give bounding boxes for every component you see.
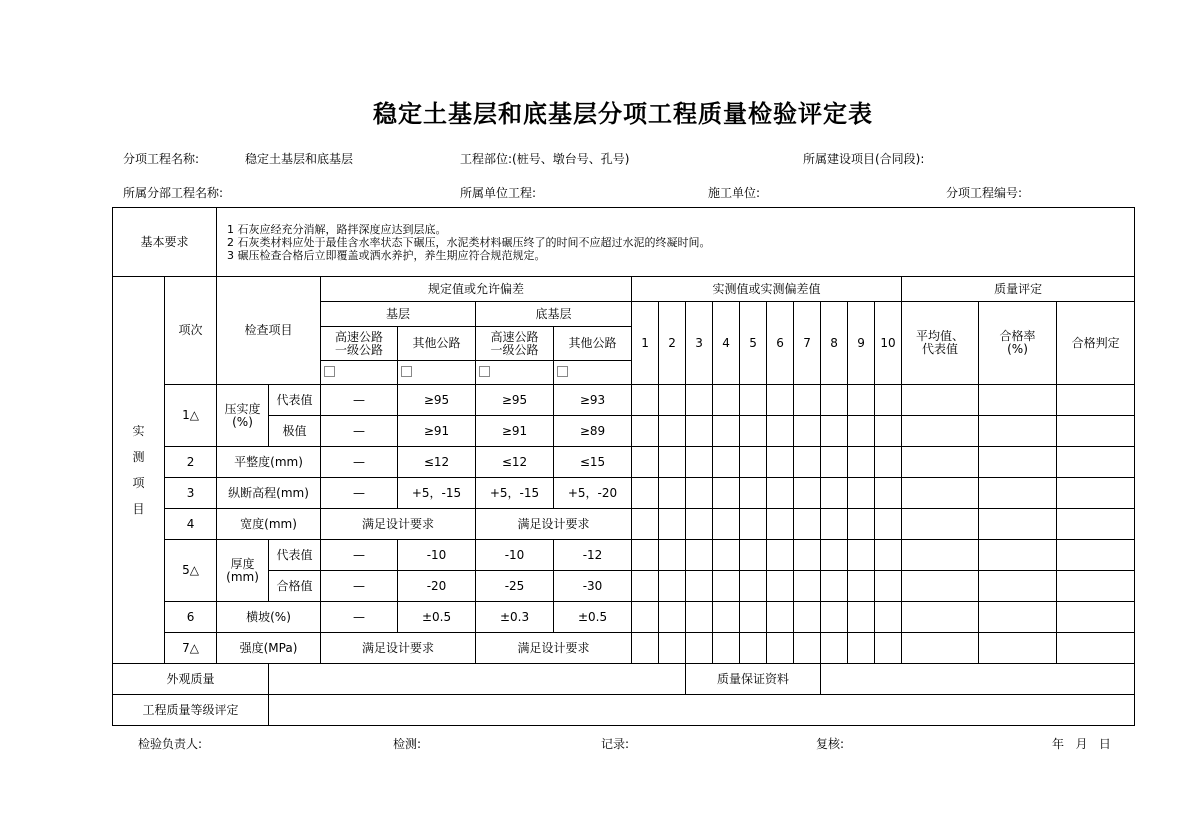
spec-value: -12	[554, 540, 632, 571]
measure-cell[interactable]	[740, 602, 767, 633]
judge-cell[interactable]	[1057, 416, 1135, 447]
measure-cell[interactable]	[713, 540, 740, 571]
measure-cell[interactable]	[686, 416, 713, 447]
measure-cell[interactable]	[632, 571, 659, 602]
grade-label: 工程质量等级评定	[113, 695, 269, 726]
measure-col-3: 3	[686, 302, 713, 385]
measure-cell[interactable]	[821, 385, 848, 416]
spec-value: —	[321, 540, 398, 571]
requirement-line: 2 石灰类材料应处于最佳含水率状态下碾压，水泥类材料碾压终了的时间不应超过水泥的终凝时间。	[227, 236, 711, 249]
spec-value: 满足设计要求	[321, 509, 476, 540]
requirement-line: 3 碾压检查合格后立即覆盖或洒水养护，养生期应符合规范规定。	[227, 249, 546, 262]
spec-value: ≥93	[554, 385, 632, 416]
measure-cell[interactable]	[767, 571, 794, 602]
rate-cell[interactable]	[979, 478, 1057, 509]
assurance-label: 质量保证资料	[686, 664, 821, 695]
measure-cell[interactable]	[794, 385, 821, 416]
measure-cell[interactable]	[875, 478, 902, 509]
rate-cell[interactable]	[979, 571, 1057, 602]
measure-cell[interactable]	[659, 416, 686, 447]
judge-header: 合格判定	[1057, 302, 1135, 385]
table-row	[113, 447, 1135, 478]
measure-cell[interactable]	[713, 633, 740, 664]
subbase-highway-checkbox[interactable]	[479, 366, 490, 377]
item-no-header: 项次	[165, 277, 217, 385]
measure-cell[interactable]	[848, 633, 875, 664]
rate-cell[interactable]	[979, 602, 1057, 633]
measure-cell[interactable]	[659, 540, 686, 571]
judge-cell[interactable]	[1057, 571, 1135, 602]
table-row	[113, 602, 1135, 633]
rate-cell[interactable]	[979, 509, 1057, 540]
measured-items-section-label: 实 测 项 目	[113, 277, 165, 664]
sub-item: 合格值	[269, 571, 321, 602]
measure-cell[interactable]	[794, 509, 821, 540]
spec-value: —	[321, 416, 398, 447]
measure-cell[interactable]	[659, 602, 686, 633]
judge-cell[interactable]	[1057, 633, 1135, 664]
measure-col-2: 2	[659, 302, 686, 385]
location-label: 工程部位:(桩号、墩台号、孔号)	[460, 152, 630, 166]
appearance-label: 外观质量	[113, 664, 269, 695]
sub-item: 代表值	[269, 540, 321, 571]
spec-value: ≤15	[554, 447, 632, 478]
measure-col-4: 4	[713, 302, 740, 385]
spec-value: ≥91	[476, 416, 554, 447]
table-row	[113, 478, 1135, 509]
spec-value: ±0.3	[476, 602, 554, 633]
spec-value: -20	[398, 571, 476, 602]
inspector-label: 检验负责人:	[138, 737, 203, 751]
base-other-checkbox-cell	[398, 361, 476, 385]
division-label: 所属分部工程名称:	[123, 186, 224, 200]
quality-group-header: 质量评定	[902, 277, 1135, 302]
base-header: 基层	[321, 302, 476, 327]
base-highway-header: 高速公路 一级公路	[321, 327, 398, 361]
measure-cell[interactable]	[848, 509, 875, 540]
judge-cell[interactable]	[1057, 385, 1135, 416]
measure-cell[interactable]	[659, 385, 686, 416]
avg-cell[interactable]	[902, 540, 979, 571]
measure-cell[interactable]	[767, 447, 794, 478]
measure-col-8: 8	[821, 302, 848, 385]
measure-cell[interactable]	[686, 385, 713, 416]
item-name: 厚度 (mm)	[217, 540, 269, 602]
measure-cell[interactable]	[713, 509, 740, 540]
spec-value: 满足设计要求	[476, 509, 632, 540]
measure-cell[interactable]	[740, 478, 767, 509]
measure-cell[interactable]	[740, 540, 767, 571]
item-name: 横坡(%)	[217, 602, 321, 633]
spec-value: +5，-20	[554, 478, 632, 509]
rate-cell[interactable]	[979, 540, 1057, 571]
spec-value: ≥95	[398, 385, 476, 416]
measure-cell[interactable]	[848, 478, 875, 509]
spec-value: ≥91	[398, 416, 476, 447]
measure-cell[interactable]	[875, 633, 902, 664]
measure-cell[interactable]	[740, 571, 767, 602]
item-name: 宽度(mm)	[217, 509, 321, 540]
measure-cell[interactable]	[686, 571, 713, 602]
avg-cell[interactable]	[902, 447, 979, 478]
measure-cell[interactable]	[740, 385, 767, 416]
avg-cell[interactable]	[902, 602, 979, 633]
requirement-line: 1 石灰应经充分消解，路拌深度应达到层底。	[227, 223, 447, 236]
spec-value: ±0.5	[398, 602, 476, 633]
measure-cell[interactable]	[686, 602, 713, 633]
subproject-name-value[interactable]: 稳定土基层和底基层	[245, 152, 354, 166]
spec-value: 满足设计要求	[476, 633, 632, 664]
measure-cell[interactable]	[848, 447, 875, 478]
assurance-value[interactable]	[821, 664, 1135, 695]
measure-cell[interactable]	[713, 478, 740, 509]
spec-value: —	[321, 478, 398, 509]
check-item-header: 检查项目	[217, 277, 321, 385]
table-row	[113, 633, 1135, 664]
item-name: 压实度 (%)	[217, 385, 269, 447]
spec-value: -25	[476, 571, 554, 602]
measure-cell[interactable]	[767, 509, 794, 540]
avg-cell[interactable]	[902, 633, 979, 664]
measure-cell[interactable]	[632, 385, 659, 416]
judge-cell[interactable]	[1057, 509, 1135, 540]
measure-cell[interactable]	[848, 416, 875, 447]
measure-col-1: 1	[632, 302, 659, 385]
avg-cell[interactable]	[902, 385, 979, 416]
appearance-value[interactable]	[269, 664, 686, 695]
measure-cell[interactable]	[821, 416, 848, 447]
subbase-highway-header: 高速公路 一级公路	[476, 327, 554, 361]
measure-cell[interactable]	[848, 602, 875, 633]
item-no: 6	[165, 602, 217, 633]
measure-cell[interactable]	[632, 602, 659, 633]
spec-value: +5，-15	[476, 478, 554, 509]
spec-value: 满足设计要求	[321, 633, 476, 664]
test-label: 检测:	[393, 737, 422, 751]
measure-cell[interactable]	[875, 571, 902, 602]
spec-value: ±0.5	[554, 602, 632, 633]
rate-cell[interactable]	[979, 416, 1057, 447]
judge-cell[interactable]	[1057, 478, 1135, 509]
measure-cell[interactable]	[794, 478, 821, 509]
measure-cell[interactable]	[632, 540, 659, 571]
requirements-content	[217, 208, 1135, 277]
spec-value: -10	[476, 540, 554, 571]
base-highway-checkbox-cell	[321, 361, 398, 385]
measure-cell[interactable]	[767, 416, 794, 447]
table-row	[113, 664, 1135, 695]
measure-cell[interactable]	[794, 416, 821, 447]
measure-cell[interactable]	[659, 509, 686, 540]
measure-cell[interactable]	[848, 540, 875, 571]
measure-cell[interactable]	[821, 509, 848, 540]
date-label: 年 月 日	[1052, 737, 1111, 751]
table-row	[113, 540, 1135, 571]
inspection-table	[112, 207, 1135, 726]
spec-value: —	[321, 385, 398, 416]
measure-cell[interactable]	[875, 540, 902, 571]
measure-cell[interactable]	[659, 571, 686, 602]
measure-cell[interactable]	[875, 447, 902, 478]
measured-group-header: 实测值或实测偏差值	[632, 277, 902, 302]
measure-cell[interactable]	[875, 509, 902, 540]
item-no: 7△	[165, 633, 217, 664]
subproject-name-label: 分项工程名称:	[123, 152, 200, 166]
rate-cell[interactable]	[979, 447, 1057, 478]
measure-cell[interactable]	[821, 540, 848, 571]
item-no: 5△	[165, 540, 217, 602]
sub-item: 代表值	[269, 385, 321, 416]
measure-cell[interactable]	[686, 478, 713, 509]
measure-cell[interactable]	[821, 602, 848, 633]
table-row	[113, 385, 1135, 416]
measure-cell[interactable]	[875, 602, 902, 633]
item-no: 3	[165, 478, 217, 509]
spec-value: ≥95	[476, 385, 554, 416]
unit-project-label: 所属单位工程:	[460, 186, 537, 200]
measure-cell[interactable]	[821, 633, 848, 664]
spec-value: -30	[554, 571, 632, 602]
measure-cell[interactable]	[713, 385, 740, 416]
item-name: 纵断高程(mm)	[217, 478, 321, 509]
measure-cell[interactable]	[821, 478, 848, 509]
measure-cell[interactable]	[659, 633, 686, 664]
item-no: 4	[165, 509, 217, 540]
measure-col-9: 9	[848, 302, 875, 385]
measure-cell[interactable]	[794, 540, 821, 571]
table-row	[113, 695, 1135, 726]
measure-cell[interactable]	[659, 447, 686, 478]
spec-value: —	[321, 602, 398, 633]
spec-value: +5，-15	[398, 478, 476, 509]
measure-cell[interactable]	[632, 509, 659, 540]
spec-value: -10	[398, 540, 476, 571]
spec-value: ≥89	[554, 416, 632, 447]
measure-cell[interactable]	[767, 602, 794, 633]
measure-cell[interactable]	[632, 447, 659, 478]
measure-col-10: 10	[875, 302, 902, 385]
subbase-other-checkbox-cell	[554, 361, 632, 385]
measure-cell[interactable]	[821, 571, 848, 602]
base-other-header: 其他公路	[398, 327, 476, 361]
measure-cell[interactable]	[848, 385, 875, 416]
judge-cell[interactable]	[1057, 540, 1135, 571]
measure-cell[interactable]	[740, 509, 767, 540]
measure-cell[interactable]	[767, 540, 794, 571]
measure-cell[interactable]	[740, 416, 767, 447]
pass-rate-header: 合格率 (%)	[979, 302, 1057, 385]
item-no: 2	[165, 447, 217, 478]
construction-project-label: 所属建设项目(合同段):	[803, 152, 925, 166]
record-label: 记录:	[601, 737, 630, 751]
measure-cell[interactable]	[632, 478, 659, 509]
spec-value: ≤12	[476, 447, 554, 478]
measure-col-7: 7	[794, 302, 821, 385]
measure-cell[interactable]	[794, 633, 821, 664]
subbase-header: 底基层	[476, 302, 632, 327]
item-name: 强度(MPa)	[217, 633, 321, 664]
requirements-label: 基本要求	[113, 208, 217, 277]
measure-cell[interactable]	[713, 447, 740, 478]
avg-cell[interactable]	[902, 509, 979, 540]
review-label: 复核:	[816, 737, 845, 751]
page-title: 稳定土基层和底基层分项工程质量检验评定表	[373, 100, 873, 128]
avg-header: 平均值、 代表值	[902, 302, 979, 385]
avg-cell[interactable]	[902, 571, 979, 602]
subproject-code-label: 分项工程编号:	[946, 186, 1023, 200]
contractor-label: 施工单位:	[708, 186, 761, 200]
measure-cell[interactable]	[767, 633, 794, 664]
avg-cell[interactable]	[902, 478, 979, 509]
subbase-other-checkbox[interactable]	[557, 366, 568, 377]
measure-cell[interactable]	[767, 478, 794, 509]
table-row	[113, 509, 1135, 540]
measure-cell[interactable]	[686, 540, 713, 571]
judge-cell[interactable]	[1057, 602, 1135, 633]
judge-cell[interactable]	[1057, 447, 1135, 478]
base-other-checkbox[interactable]	[401, 366, 412, 377]
base-highway-checkbox[interactable]	[324, 366, 335, 377]
measure-cell[interactable]	[632, 416, 659, 447]
subbase-other-header: 其他公路	[554, 327, 632, 361]
rate-cell[interactable]	[979, 385, 1057, 416]
measure-cell[interactable]	[875, 416, 902, 447]
item-name: 平整度(mm)	[217, 447, 321, 478]
measure-cell[interactable]	[686, 447, 713, 478]
measure-cell[interactable]	[713, 416, 740, 447]
spec-value: ≤12	[398, 447, 476, 478]
measure-col-6: 6	[767, 302, 794, 385]
measure-col-5: 5	[740, 302, 767, 385]
measure-cell[interactable]	[632, 633, 659, 664]
measure-cell[interactable]	[740, 633, 767, 664]
measure-cell[interactable]	[848, 571, 875, 602]
measure-cell[interactable]	[686, 509, 713, 540]
measure-cell[interactable]	[659, 478, 686, 509]
spec-value: —	[321, 571, 398, 602]
sub-item: 极值	[269, 416, 321, 447]
avg-cell[interactable]	[902, 416, 979, 447]
measure-cell[interactable]	[740, 447, 767, 478]
measure-cell[interactable]	[875, 385, 902, 416]
spec-group-header: 规定值或允许偏差	[321, 277, 632, 302]
spec-value: —	[321, 447, 398, 478]
measure-cell[interactable]	[713, 571, 740, 602]
rate-cell[interactable]	[979, 633, 1057, 664]
grade-value[interactable]	[269, 695, 1135, 726]
measure-cell[interactable]	[794, 571, 821, 602]
measure-cell[interactable]	[821, 447, 848, 478]
measure-cell[interactable]	[794, 447, 821, 478]
subbase-highway-checkbox-cell	[476, 361, 554, 385]
measure-cell[interactable]	[686, 633, 713, 664]
measure-cell[interactable]	[794, 602, 821, 633]
item-no: 1△	[165, 385, 217, 447]
measure-cell[interactable]	[767, 385, 794, 416]
measure-cell[interactable]	[713, 602, 740, 633]
